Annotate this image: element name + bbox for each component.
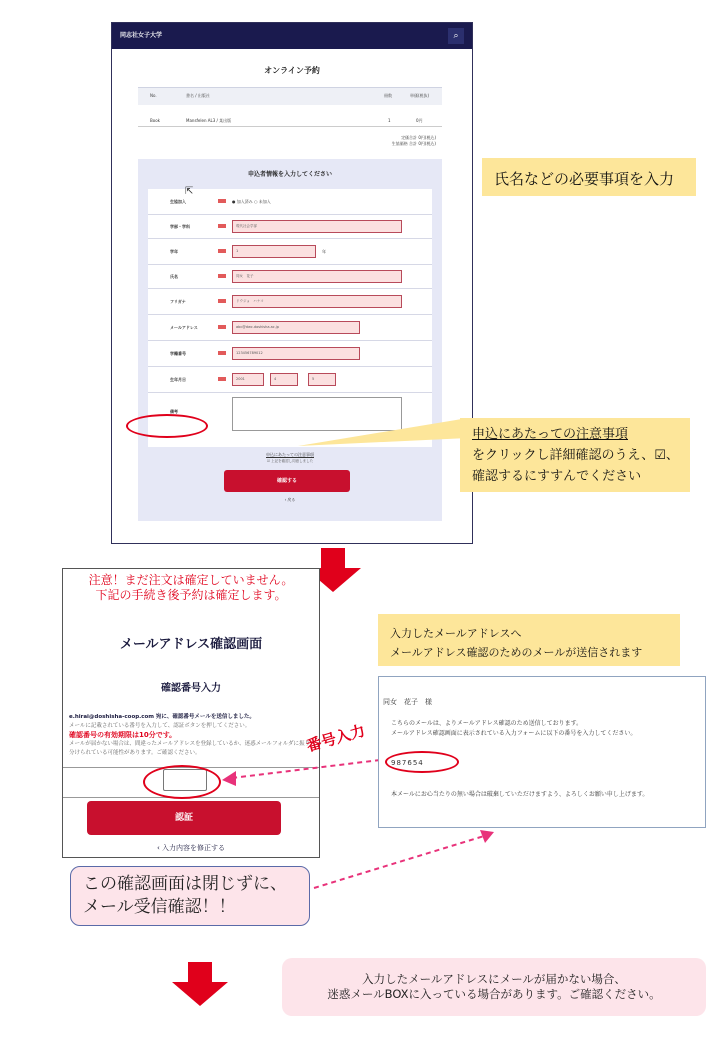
help-text: メールが届かない場合は、間違ったメールアドレスを登録しているか、迷惑メールフォルダに振り分けられている可能性があります。ご確認ください。 xyxy=(69,741,311,756)
arrow-head-icon xyxy=(480,830,494,843)
notes-link[interactable]: 申込にあたっての注意事項 xyxy=(266,452,314,457)
applicant-panel xyxy=(138,159,442,521)
field-label: 学部・学科 xyxy=(170,224,190,229)
required-badge xyxy=(218,377,226,381)
recipient-name: 同女 花子 xyxy=(383,698,418,706)
notice-keep-open xyxy=(70,866,310,926)
auth-button[interactable]: 認証 xyxy=(87,801,281,835)
required-badge xyxy=(218,274,226,278)
form-row-name xyxy=(148,265,432,289)
birth-day-field[interactable]: 5 xyxy=(308,373,336,386)
notice-line: この確認画面は閉じずに、 xyxy=(83,874,287,894)
order-totals xyxy=(392,135,436,147)
required-badge xyxy=(218,351,226,355)
column-header: 冊数 xyxy=(384,93,392,98)
callout-line: メールアドレス確認のためのメールが送信されます xyxy=(390,646,643,659)
callout-line: 申込にあたっての注意事項 xyxy=(472,427,629,442)
total-line: 定価合計 0円(税込) xyxy=(401,135,436,140)
screen-title: メールアドレス確認画面 xyxy=(119,637,263,652)
mail-recipient xyxy=(383,697,432,707)
callout-notes xyxy=(460,418,690,492)
form-row-student-id xyxy=(148,341,432,367)
grade-field[interactable]: 1 xyxy=(232,245,316,258)
table-cell: Mansfelen AL3 / 某出版 xyxy=(186,118,232,123)
site-header xyxy=(112,23,472,49)
site-logo[interactable]: 同志社女子大学 xyxy=(120,32,163,39)
form-row-faculty xyxy=(148,215,432,239)
mail-line: メールアドレス確認画面に表示されている入力フォームに以下の番号を入力してください。 xyxy=(391,730,637,737)
required-badge xyxy=(218,199,226,203)
column-header: 単価(税抜) xyxy=(410,93,430,98)
highlight-oval xyxy=(143,765,221,799)
mail-line: こちらのメールは、よりメールアドレス確認のため送信しております。 xyxy=(391,720,583,727)
coop-radio-group[interactable]: ● 加入済み ○ 未加入 xyxy=(232,199,271,204)
callout-pointer xyxy=(298,418,468,450)
notice-line: 迷惑メールBOXに入っている場合があります。ご確認ください。 xyxy=(327,987,661,1001)
notice-line: メール受信確認！！ xyxy=(83,897,236,917)
callout-line: をクリックし詳細確認のうえ、☑、 xyxy=(472,448,679,463)
form-row-birthday xyxy=(148,367,432,393)
confirm-code: 987654 xyxy=(391,759,424,767)
field-label: 学年 xyxy=(170,249,178,254)
mail-body xyxy=(391,719,701,739)
email-confirm-screenshot xyxy=(62,568,320,858)
birth-month-field[interactable]: 4 xyxy=(270,373,298,386)
total-line: 生協価格 合計 0円(税込) xyxy=(391,141,436,146)
table-cell: Book xyxy=(150,118,160,123)
search-icon[interactable]: ⌕ xyxy=(448,28,464,44)
required-badge xyxy=(218,249,226,253)
applicant-form xyxy=(148,189,432,447)
instruction: メールに記載されている番号を入力して、認証ボタンを押してください。 xyxy=(69,723,251,729)
furigana-field[interactable]: ドウジョ ハナコ xyxy=(232,295,402,308)
warning-line: 注意！まだ注文は確定していません。 xyxy=(88,573,294,587)
callout-mail-sent xyxy=(378,614,680,666)
agree-checkbox[interactable]: ☑ 上記を確認し同意しました xyxy=(266,459,314,463)
field-label: 学籍番号 xyxy=(170,351,186,356)
section-title: 申込者情報を入力してください xyxy=(247,171,332,178)
callout-fill-required: 氏名などの必要事項を入力 xyxy=(482,158,696,196)
table-cell: 0円 xyxy=(416,118,423,123)
sent-message: e.hirai@doshisha-coop.com 宛に、確認番号メールを送信しました。 xyxy=(69,714,255,720)
required-badge xyxy=(218,299,226,303)
edit-input-link[interactable]: ‹ 入力内容を修正する xyxy=(156,844,226,852)
field-label: メールアドレス xyxy=(170,325,198,330)
page-title: オンライン予約 xyxy=(264,66,320,75)
reservation-form-screenshot xyxy=(111,22,473,544)
required-badge xyxy=(218,224,226,228)
confirm-button[interactable]: 確認する xyxy=(224,470,350,492)
field-label: 生年月日 xyxy=(170,377,186,382)
grade-suffix: 年 xyxy=(322,249,326,254)
highlight-oval xyxy=(126,414,208,438)
student-id-field[interactable]: 123456789012 xyxy=(232,347,360,360)
honorific: 様 xyxy=(425,698,432,706)
instruction-text xyxy=(69,713,315,758)
column-header: 書名 / 出版社 xyxy=(186,93,210,98)
down-arrow-icon xyxy=(172,962,228,1006)
form-row-email xyxy=(148,315,432,341)
name-field[interactable]: 同女 花子 xyxy=(232,270,402,283)
birth-year-select[interactable]: 2001 xyxy=(232,373,264,386)
highlight-oval xyxy=(385,751,459,773)
back-link[interactable]: ‹ 戻る xyxy=(284,497,296,502)
field-label: 生協加入 xyxy=(170,199,186,204)
email-sample xyxy=(378,676,706,828)
number-input-label: 番号入力 xyxy=(304,721,368,756)
table-cell: 1 xyxy=(388,118,391,123)
callout-line: 確認するにすすんでください xyxy=(472,469,642,484)
email-field[interactable]: abc@dwc.doshisha.ac.jp xyxy=(232,321,360,334)
form-row-furigana xyxy=(148,289,432,315)
notice-spam-folder xyxy=(282,958,706,1016)
form-row-grade xyxy=(148,239,432,265)
field-label: 備考 xyxy=(170,409,178,414)
required-badge xyxy=(218,325,226,329)
cursor-icon: ⇱ xyxy=(185,186,194,197)
column-header: No. xyxy=(150,93,157,98)
order-table-header xyxy=(138,87,442,105)
dashed-arrow-line xyxy=(314,836,484,888)
expiry-notice: 確認番号の有効期限は10分です。 xyxy=(69,731,177,739)
table-row xyxy=(138,113,442,127)
field-label: 氏名 xyxy=(170,274,178,279)
faculty-field[interactable]: 現代社会学部 xyxy=(232,220,402,233)
warning-line: 下記の手続き後予約は確定します。 xyxy=(95,588,287,602)
mail-footer: 本メールにお心当たりの無い場合は破棄していただけますよう、よろしくお願い申し上げます。 xyxy=(391,791,649,798)
notice-line: 入力したメールアドレスにメールが届かない場合、 xyxy=(362,972,626,986)
field-label: フリガナ xyxy=(170,299,186,304)
callout-line: 入力したメールアドレスへ xyxy=(390,627,522,640)
screen-subtitle: 確認番号入力 xyxy=(161,683,221,694)
warning-text xyxy=(63,573,319,603)
